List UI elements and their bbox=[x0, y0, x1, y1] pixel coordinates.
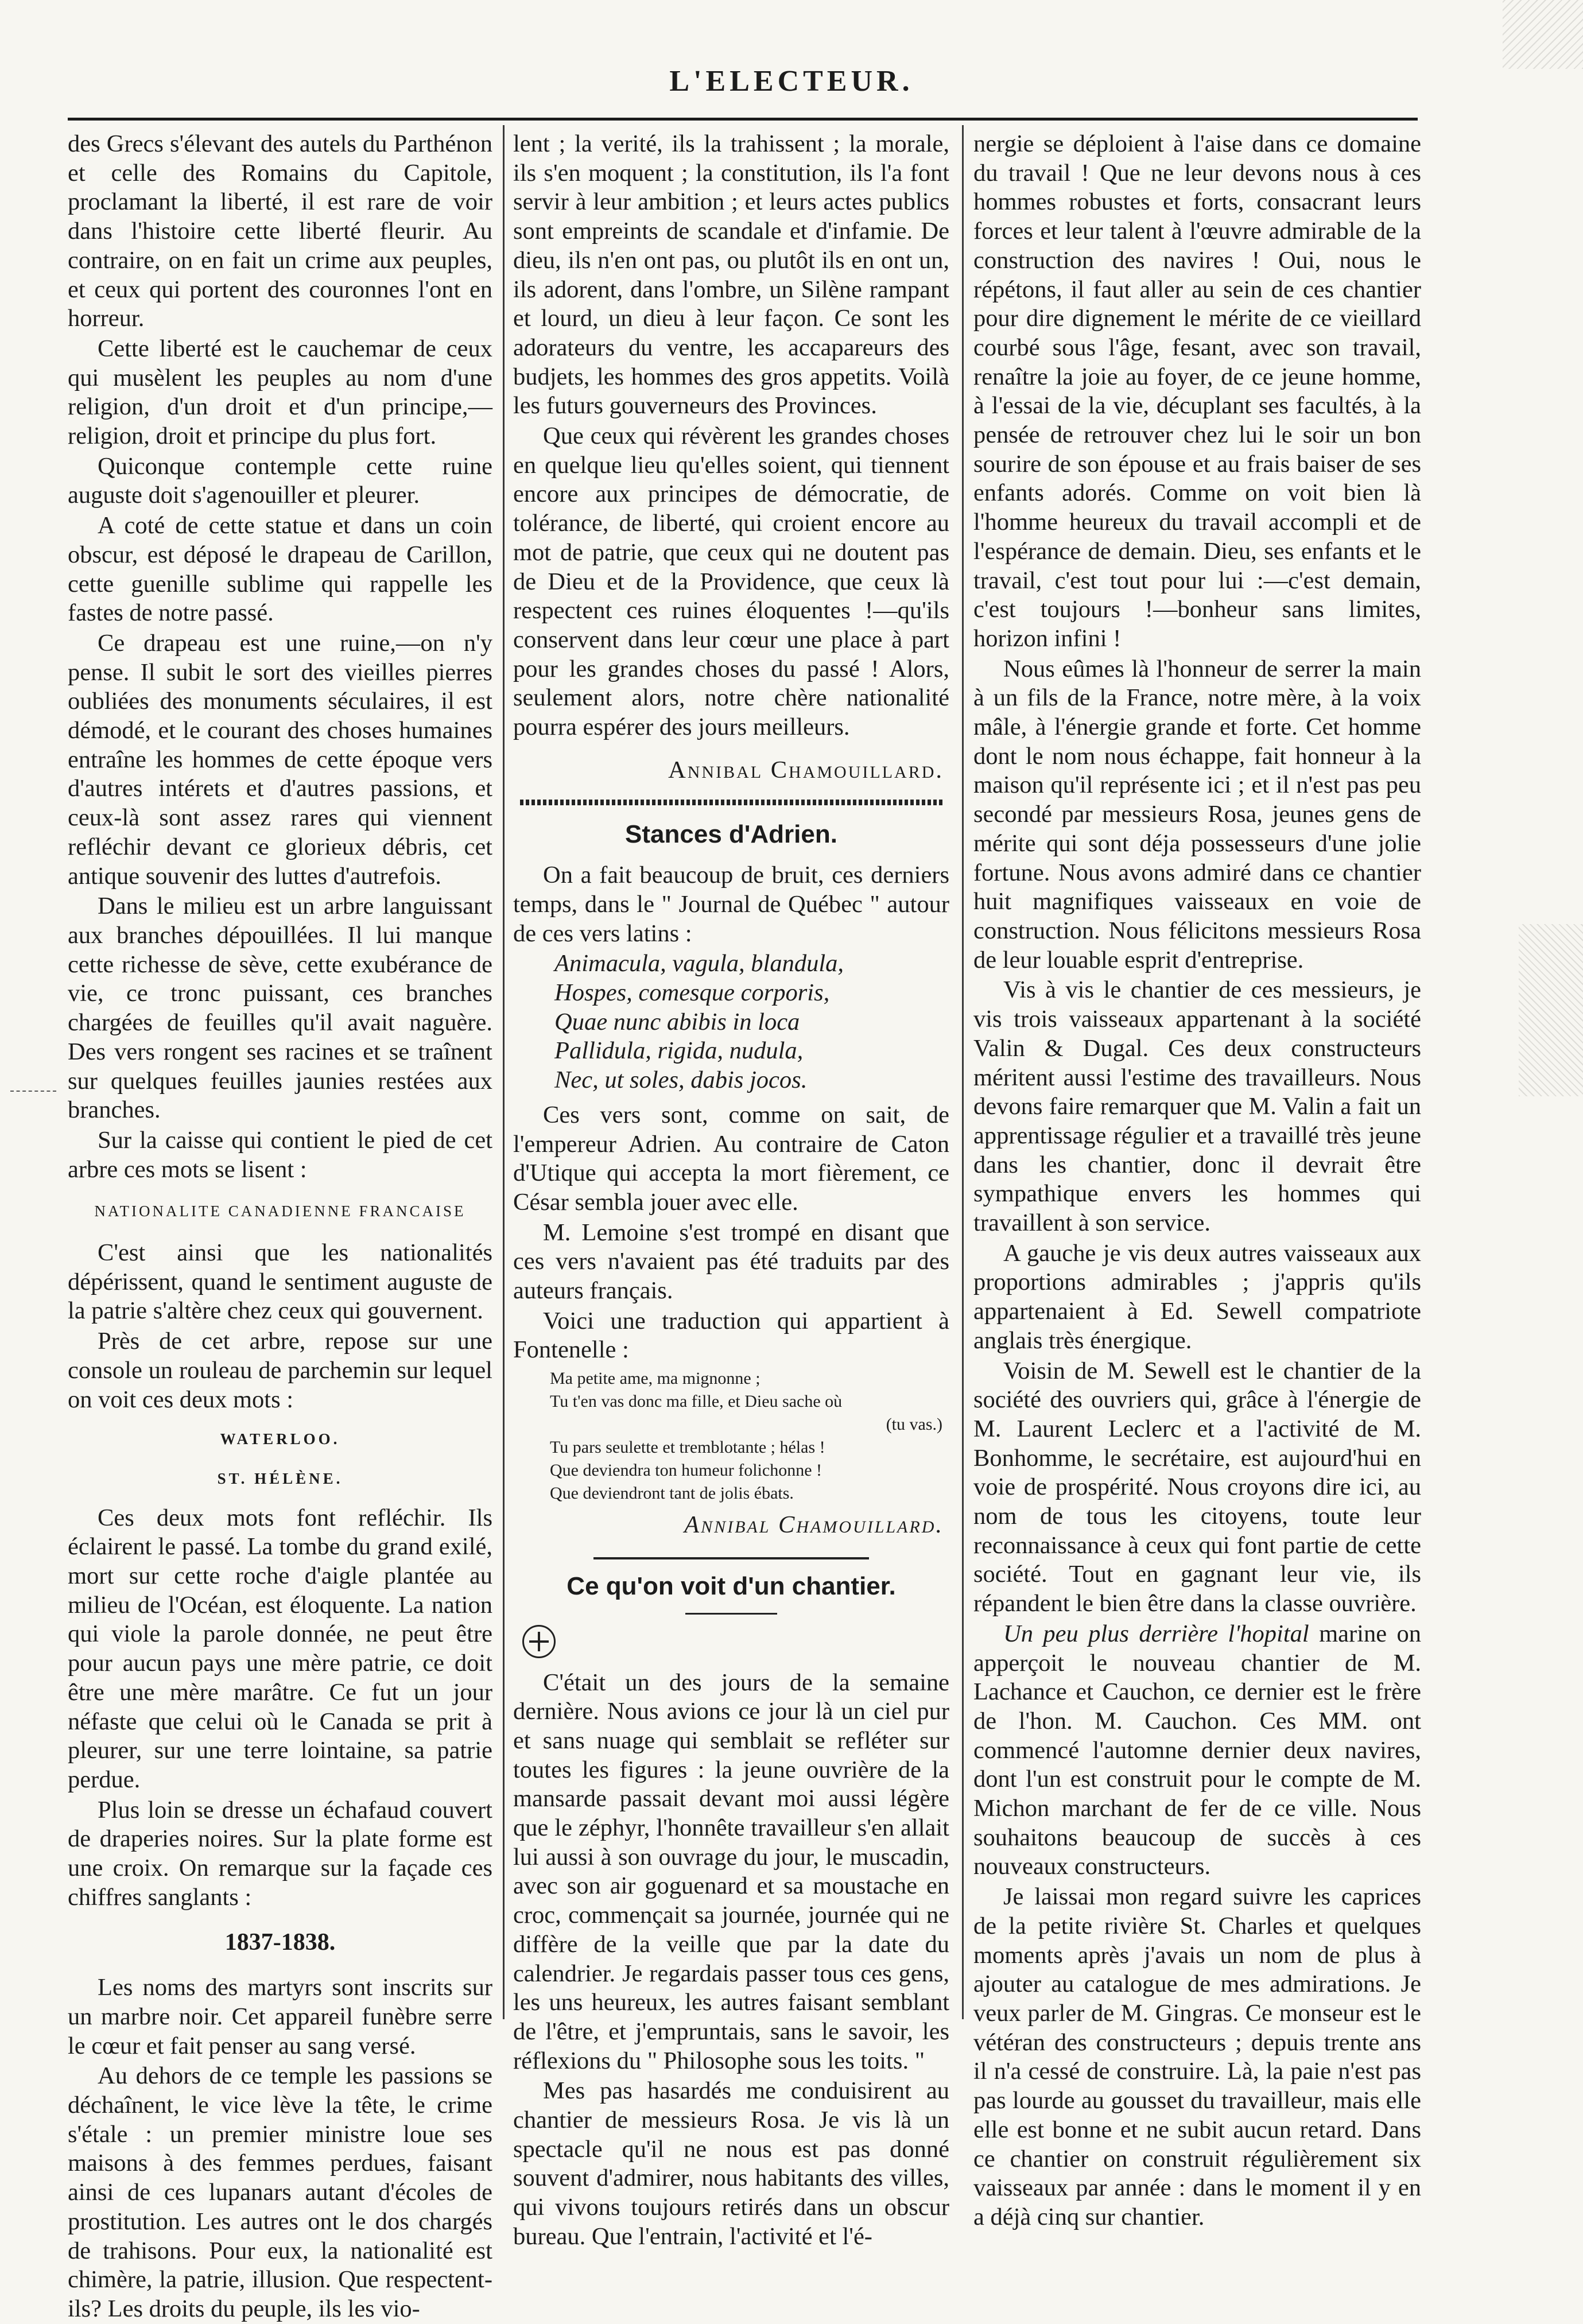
verse-line: Animacula, vagula, blandula, bbox=[554, 950, 844, 977]
paragraph: Quiconque contemple cette ruine auguste doit s'agenouiller et pleurer. bbox=[68, 452, 492, 509]
paragraph: Voici une traduction qui appartient à Fontenelle : bbox=[513, 1307, 949, 1364]
masthead-rule bbox=[68, 118, 1418, 121]
poem-line: Que deviendra ton humeur folichonne ! bbox=[550, 1461, 822, 1480]
section-rule bbox=[593, 1557, 869, 1559]
author-signature: Annibal Chamouillard. bbox=[668, 756, 944, 783]
heading-underline bbox=[685, 1613, 777, 1615]
poem-line: Ma petite ame, ma mignonne ; bbox=[550, 1369, 761, 1388]
paragraph: Ce drapeau est une ruine,—on n'y pense. Il subit le sort des vieilles pierres oubliées des monuments séculaires, il est démodé, et le courant des choses humaines entraîne les hommes de cette époque vers d'autres intérets et d'autres passions, et ceux-là sont assez rares qui viennent refléchir devant ce glorieux débris, cet antique souvenir des luttes d'autrefois. bbox=[68, 629, 492, 890]
paper-stain-top bbox=[1503, 0, 1583, 69]
latin-verse bbox=[554, 949, 949, 1095]
italic-phrase: Un peu plus derrière l'hopital bbox=[1003, 1620, 1309, 1647]
paragraph: Plus loin se dresse un échafaud couvert de draperies noires. Sur la plate forme est une croix. On remarque sur la façade ces chiffres sanglants : bbox=[68, 1796, 492, 1911]
paragraph: Ces deux mots font refléchir. Ils éclairent le passé. La tombe du grand exilé, mort sur cette roche d'aigle plantée au milieu de l'Océan, est éloquente. La nation qui viole la parole donnée, ne peut être pour aucun pays une mère patrie, ce doit être une mère marâtre. Ce fut un jour néfaste que celui où le Canada se prit à pleurer, sur une terre lointaine, sa patrie perdue. bbox=[68, 1504, 492, 1793]
paragraph: C'est ainsi que les nationalités dépérissent, quand le sentiment auguste de la patrie s'altère chez ceux qui gouvernent. bbox=[68, 1239, 492, 1325]
paper-stain bbox=[1519, 924, 1583, 1096]
paragraph-text: marine on apperçoit le nouveau chantier de M. Lachance et Cauchon, ce dernier est le frère de l'hon. M. Cauchon. Ces MM. ont commencé l'automne dernier deux navires, dont l'un est construit pour le compte de M. Michon marchant de fer de ce ville. Nous souhaitons beaucoup de succès à ces nouveaux constructeurs. bbox=[973, 1620, 1421, 1880]
column-1 bbox=[68, 130, 492, 2322]
verse-line: Nec, ut soles, dabis jocos. bbox=[554, 1066, 808, 1094]
poem-line: Tu t'en vas donc ma fille, et Dieu sache où bbox=[550, 1392, 843, 1411]
paragraph: A coté de cette statue et dans un coin obscur, est déposé le drapeau de Carillon, cette guenille sublime qui rappelle les fastes de notre passé. bbox=[68, 512, 492, 627]
article-heading: Stances d'Adrien. bbox=[625, 820, 837, 849]
paragraph: M. Lemoine s'est trompé en disant que ces vers n'avaient pas été traduits par des auteurs français. bbox=[513, 1219, 949, 1305]
column-divider bbox=[962, 125, 964, 2019]
verse-line: Quae nunc abibis in loca bbox=[554, 1008, 800, 1035]
paragraph: Que ceux qui révèrent les grandes choses en quelque lieu qu'elles soient, qui tiennent encore aux principes de démocratie, de tolérance, de liberté, qui croient encore au mot de patrie, que ceux qui ne doutent pas de Dieu et de la Providence, que ceux là respectent ces ruines éloquentes !—qu'ils conservent dans leur cœur une place à part pour les grandes choses du passé ! Alors, seulement alors, notre chère nationalité pourra espérer des jours meilleurs. bbox=[513, 422, 949, 741]
inscription-word: WATERLOO. bbox=[220, 1430, 340, 1448]
article-heading: Ce qu'on voit d'un chantier. bbox=[567, 1572, 896, 1600]
paragraph: A gauche je vis deux autres vaisseaux aux proportions admirables ; j'appris qu'ils appartenaient à Ed. Sewell compatriote anglais très énergique. bbox=[973, 1239, 1421, 1354]
poem-line: (tu vas.) bbox=[886, 1415, 942, 1434]
paragraph: Les noms des martyrs sont inscrits sur un marbre noir. Cet appareil funèbre serre le cœur et fait penser au sang versé. bbox=[68, 1974, 492, 2059]
paragraph: C'était un des jours de la semaine dernière. Nous avions ce jour là un ciel pur et sans nuage qui semblait se refléter sur toutes les figures : la jeune ouvrière de la mansarde passait devant moi aussi légère que le zéphyr, l'honnête travailleur s'en allait lui aussi à son ouvrage du jour, le muscadin, avec son air goguenard et sa moustache en croc, commençait sa journée, journée qui ne diffère de la veille que par la date du calendrier. Je regardais passer tous ces gens, les uns heureux, les autres faisant semblant de l'être, et j'empruntais, sans le savoir, les réflexions du " Philosophe sous les toits. " bbox=[513, 1669, 949, 2074]
verse-line: Hospes, comesque corporis, bbox=[554, 979, 830, 1006]
years-inscription: 1837-1838. bbox=[224, 1929, 336, 1956]
paragraph: Près de cet arbre, repose sur une console un rouleau de parchemin sur lequel on voit ces deux mots : bbox=[68, 1328, 492, 1413]
paragraph: Ces vers sont, comme on sait, de l'empereur Adrien. Au contraire de Caton d'Utique qui accepta la mort fièrement, ce César sembla jouer avec elle. bbox=[513, 1101, 949, 1216]
inscription-word: ST. HÉLÈNE. bbox=[217, 1469, 343, 1487]
paragraph: Mes pas hasardés me conduisirent au chantier de messieurs Rosa. Je vis là un spectacle qu'il ne nous est pas donné souvent d'admirer, nous habitants des villes, qui vivons toujours retirés dans un obscur bureau. Que l'entrain, l'activité et l'é- bbox=[513, 2077, 949, 2250]
paragraph: Nous eûmes là l'honneur de serrer la main à un fils de la France, notre mère, à la voix mâle, à l'énergie grande et forte. Cet homme dont le nom nous échappe, fait honneur à la maison qu'il représente ici ; et il n'est pas peu secondé par messieurs Rosa, jeunes gens de mérite qui sont déja possesseurs d'une jolie fortune. Nous avons admiré dans ce chantier huit magnifiques vaisseaux en voie de construction. Nous félicitons messieurs Rosa de leur louable esprit d'entreprise. bbox=[973, 655, 1421, 973]
inscription: NATIONALITE CANADIENNE FRANCAISE bbox=[94, 1202, 466, 1220]
paragraph: On a fait beaucoup de bruit, ces derniers temps, dans le " Journal de Québec " autour de ces vers latins : bbox=[513, 862, 949, 947]
newspaper-title: L'ELECTEUR. bbox=[669, 65, 914, 98]
paragraph: Vis à vis le chantier de ces messieurs, je vis trois vaisseaux appartenant à la société Valin & Dugal. Ces deux constructeurs méritent aussi l'estime des travailleurs. Nous devons faire remarquer que M. Valin a fait un apprentissage régulier et a travaillé très jeune dans les chantier, donc il devrait être sympathique envers les hommes qui travaillent à son service. bbox=[973, 976, 1421, 1237]
paragraph: Sur la caisse qui contient le pied de cet arbre ces mots se lisent : bbox=[68, 1126, 492, 1183]
paragraph: Cette liberté est le cauchemar de ceux qui musèlent les peuples au nom d'une religion, d'un droit et d'un principe,—religion, droit et principe du plus fort. bbox=[68, 335, 492, 450]
paragraph: Au dehors de ce temple les passions se déchaînent, le vice lève la tête, le crime s'étale : un premier ministre loue ses maisons à des femmes perdues, faisant ainsi de ces lupanars autant d'écoles de prostitution. Les autres ont le dos chargés de trahisons. Pour eux, la nationalité est chimère, la patrie, illusion. Que respectent-ils? Les droits du peuple, ils les vio- bbox=[68, 2062, 492, 2322]
paragraph: lent ; la verité, ils la trahissent ; la morale, ils s'en moquent ; la constitution, ils l'a font servir à leur ambition ; et leurs actes publics sont empreints de scandale et d'infamie. De dieu, ils n'en ont pas, ou plutôt ils en ont un, ils adorent, dans l'ombre, un Silène rampant et lourd, un dieu à leur façon. Ce sont les adorateurs du ventre, les accapareurs des budjets, les hommes des gros appetits. Voilà les futurs gouverneurs des Provinces. bbox=[513, 130, 949, 420]
paragraph: des Grecs s'élevant des autels du Parthénon et celle des Romains du Capitole, proclamant la liberté, il est rare de voir dans l'histoire cette liberté fleurir. Au contraire, on en fait un crime aux peuples, et ceux qui portent des couronnes l'ont en horreur. bbox=[68, 130, 492, 332]
verse-line: Pallidula, rigida, nudula, bbox=[554, 1037, 804, 1065]
column-divider bbox=[503, 125, 505, 2019]
ornamental-rule bbox=[520, 800, 942, 805]
column-3 bbox=[973, 130, 1421, 2230]
paragraph: Je laissai mon regard suivre les caprices de la petite rivière St. Charles et quelques moments après j'avais un nom de plus à ajouter au catalogue de mes admirations. Je veux parler de M. Gingras. Ce monseur est le vétéran des constructeurs ; depuis trente ans il n'a cessé de construire. Là, la paie n'est pas pas lourde au gousset du travailleur, mais elle elle est bonne et ne subit aucun retard. Dans ce chantier on construit régulièrement six vaisseaux par année : dans le moment il y en a déjà cinq sur chantier. bbox=[973, 1883, 1421, 2230]
paragraph: nergie se déploient à l'aise dans ce domaine du travail ! Que ne leur devons nous à ces hommes robustes et forts, consacrant leurs forces et leur talent à l'œuvre admirable de la construction des navires ! Oui, nous le répétons, il faut aller au sein de ces chantier pour dire dignement le mérite de ce vieillard courbé sous l'âge, fesant, avec son travail, renaître la joie au foyer, de ce jeune homme, à l'essai de la vie, décuplant ses facultés, à la pensée de retrouver chez lui le soir un bon sourire de son épouse et au frais baiser de ses enfants adorés. Comme on voit bien là l'homme heureux du travail accompli et de l'espérance de demain. Dieu, ses enfants et le travail, c'est tout pour lui :—c'est demain, c'est toujours !—bonheur sans limites, horizon infini ! bbox=[973, 130, 1421, 652]
author-signature: Annibal Chamouillard. bbox=[684, 1511, 944, 1539]
paragraph: Voisin de M. Sewell est le chantier de la société des ouvriers qui, grâce à l'énergie de M. Laurent Leclerc et a l'activité de M. Bonhomme, le secrétaire, est aujourd'hui en voie de prospérité. Nous croyons dire ici, au nom de tous les citoyens, toute leur reconnaissance à ceux qui font partie de cette société. Tout en gagnant leur vie, ils répandent le bien être dans la classe ouvrière. bbox=[973, 1357, 1421, 1617]
translation-poem bbox=[550, 1367, 949, 1505]
poem-line: Tu pars seulette et tremblotante ; hélas ! bbox=[550, 1438, 825, 1457]
paragraph bbox=[973, 1620, 1421, 1881]
cross-icon bbox=[522, 1625, 556, 1658]
paragraph: Dans le milieu est un arbre languissant aux branches dépouillées. Il lui manque cette richesse de sève, cette exubérance de vie, ce tronc puissant, ces branches chargées de feuilles qu'il avait naguère. Des vers rongent ses racines et se traînent sur quelques feuilles jaunies restées aux branches. bbox=[68, 893, 492, 1124]
column-2 bbox=[513, 130, 949, 2250]
margin-mark bbox=[10, 1091, 56, 1092]
poem-line: Que deviendront tant de jolis ébats. bbox=[550, 1484, 794, 1503]
